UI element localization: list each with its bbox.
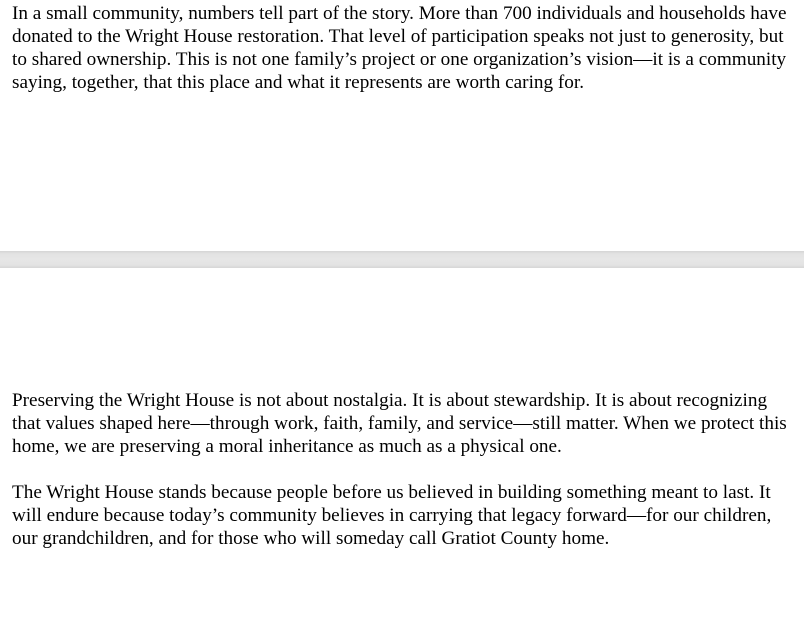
paragraph-community-donations: In a small community, numbers tell part of the story. More than 700 individuals and households have donated to the Wright House restoration. That level of participation speaks not just to generosity, but to shared ownership. This is not one family’s project or one organization’s vision—it is a community saying, together, that this place and what it represents are worth caring for. <box>12 3 787 93</box>
paragraph-legacy: The Wright House stands because people before us believed in building something meant to last. It will endure because today’s community believes in carrying that legacy forward—for our children, our grandchildren, and for those who will someday call Gratiot County home. <box>12 482 772 549</box>
document-page-2 <box>0 268 804 630</box>
page-separator <box>0 251 804 268</box>
paragraph-stewardship: Preserving the Wright House is not about nostalgia. It is about stewardship. It is about recognizing that values shaped here—through work, faith, family, and service—still matter. When we protect this home, we are preserving a moral inheritance as much as a physical one. <box>12 390 787 457</box>
document-page-1 <box>0 0 804 251</box>
